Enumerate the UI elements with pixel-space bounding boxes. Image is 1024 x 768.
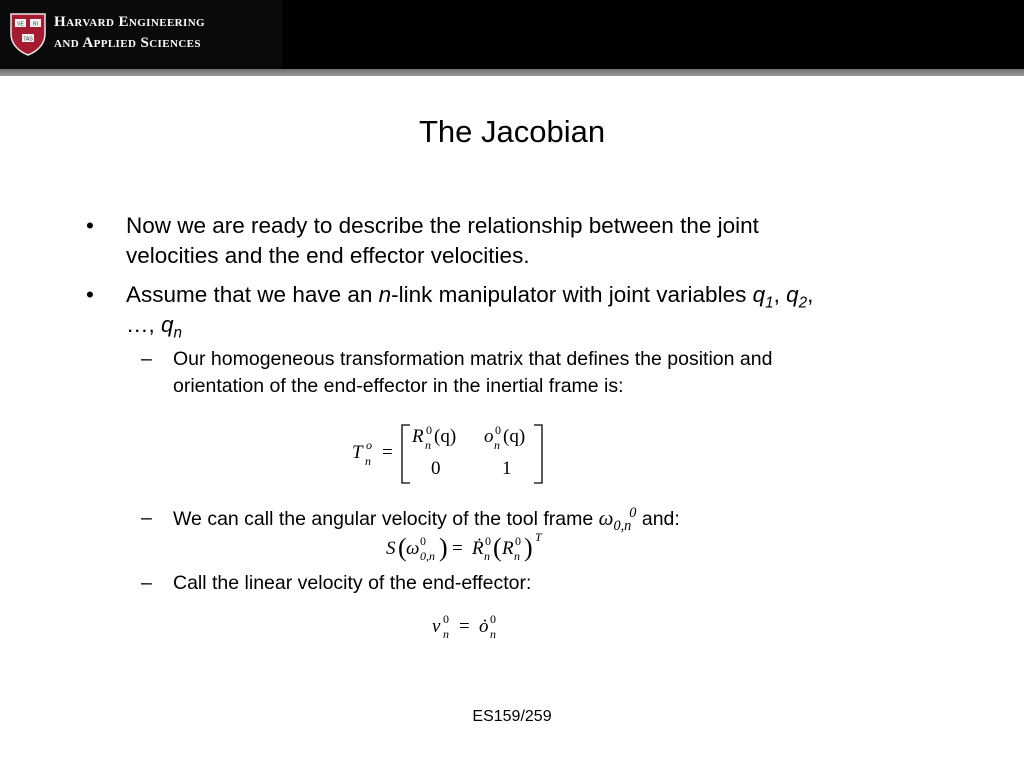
eq2-open-paren: ( <box>398 533 407 562</box>
eq2-S: S <box>386 538 396 559</box>
eq1-left-bracket <box>400 424 412 484</box>
bullet-1-line-2: velocities and the end effector velocities. <box>126 243 530 268</box>
equation-transformation-matrix <box>352 422 552 486</box>
eq2-R-sup: 0 <box>515 534 521 548</box>
eq1-zero: 0 <box>431 458 441 479</box>
equation-linear-velocity <box>432 612 512 642</box>
dash-marker: – <box>141 348 152 370</box>
shield-text-ri: RI <box>33 21 38 28</box>
eq1-equals: = <box>382 442 393 463</box>
equation-skew-symmetric <box>386 532 556 568</box>
eq2-R-sub: n <box>514 549 520 563</box>
slide-title: The Jacobian <box>418 114 606 149</box>
eq1-T-sub: n <box>365 454 371 468</box>
shield-text-ve: VE <box>17 21 24 28</box>
eq3-v-sup: 0 <box>443 612 449 626</box>
dash-marker: – <box>141 507 152 529</box>
eq1-o: o <box>484 426 494 447</box>
eq2-Rdot-sub: n <box>484 549 490 563</box>
org-line-1: Harvard Engineering <box>54 14 206 30</box>
bullet-marker: • <box>86 282 94 307</box>
slide-footer: ES159/259 <box>472 708 552 725</box>
bullet-1-line-1: Now we are ready to describe the relationship between the joint <box>126 213 759 238</box>
sub-bullet-3-line-1: Call the linear velocity of the end-effector: <box>173 572 532 594</box>
sub-bullet-1-line-2: orientation of the end-effector in the inertial frame is: <box>173 375 624 397</box>
sub-bullet-2-line-1: We can call the angular velocity of the tool frame $\omega_{0,n}^0$ and: <box>173 505 680 534</box>
harvard-shield-icon <box>9 12 47 56</box>
eq2-transpose: T <box>535 530 542 544</box>
eq3-v: v <box>432 616 441 637</box>
eq3-v-sub: n <box>443 627 449 641</box>
bullet-2-line-1: Assume that we have an n-link manipulator with joint variables $q_1$, $q_2$, <box>126 282 814 312</box>
org-name <box>54 12 205 54</box>
sub-bullet-1-line-1: Our homogeneous transformation matrix that defines the position and <box>173 348 773 370</box>
eq2-open-paren-2: ( <box>493 533 502 562</box>
eq1-o-sup: 0 <box>495 423 501 437</box>
header-divider <box>0 69 1024 76</box>
eq2-Rdot-sup: 0 <box>485 534 491 548</box>
eq1-T: T <box>352 442 363 463</box>
eq1-R-arg: (q) <box>434 426 457 447</box>
eq2-omega-sub: 0,n <box>420 549 435 563</box>
eq2-close-paren: ) <box>439 533 448 562</box>
eq1-right-bracket <box>532 424 544 484</box>
eq2-Rdot: Ṙ <box>472 538 484 559</box>
harvard-logo <box>0 0 282 69</box>
eq3-equals: = <box>459 616 470 637</box>
eq1-R-sup: 0 <box>426 423 432 437</box>
eq2-equals: = <box>452 538 463 559</box>
eq3-odot-sup: 0 <box>490 612 496 626</box>
eq1-R: R <box>412 426 424 447</box>
eq1-o-sub: n <box>494 438 500 452</box>
eq2-omega: ω <box>406 538 420 559</box>
eq2-R: R <box>502 538 514 559</box>
eq3-odot-sub: n <box>490 627 496 641</box>
eq1-one: 1 <box>502 458 512 479</box>
bullet-marker: • <box>86 213 94 238</box>
eq1-o-arg: (q) <box>503 426 526 447</box>
eq3-odot: ȯ <box>479 616 489 637</box>
dash-marker: – <box>141 572 152 594</box>
bullet-2-line-2: …, $q_n$ <box>126 312 183 342</box>
eq1-R-sub: n <box>425 438 431 452</box>
shield-text-tas: TAS <box>23 36 33 43</box>
eq1-T-sup: o <box>366 438 372 452</box>
eq2-close-paren-2: ) <box>524 533 533 562</box>
eq2-omega-sup: 0 <box>420 534 426 548</box>
org-line-2: and Applied Sciences <box>54 35 201 51</box>
